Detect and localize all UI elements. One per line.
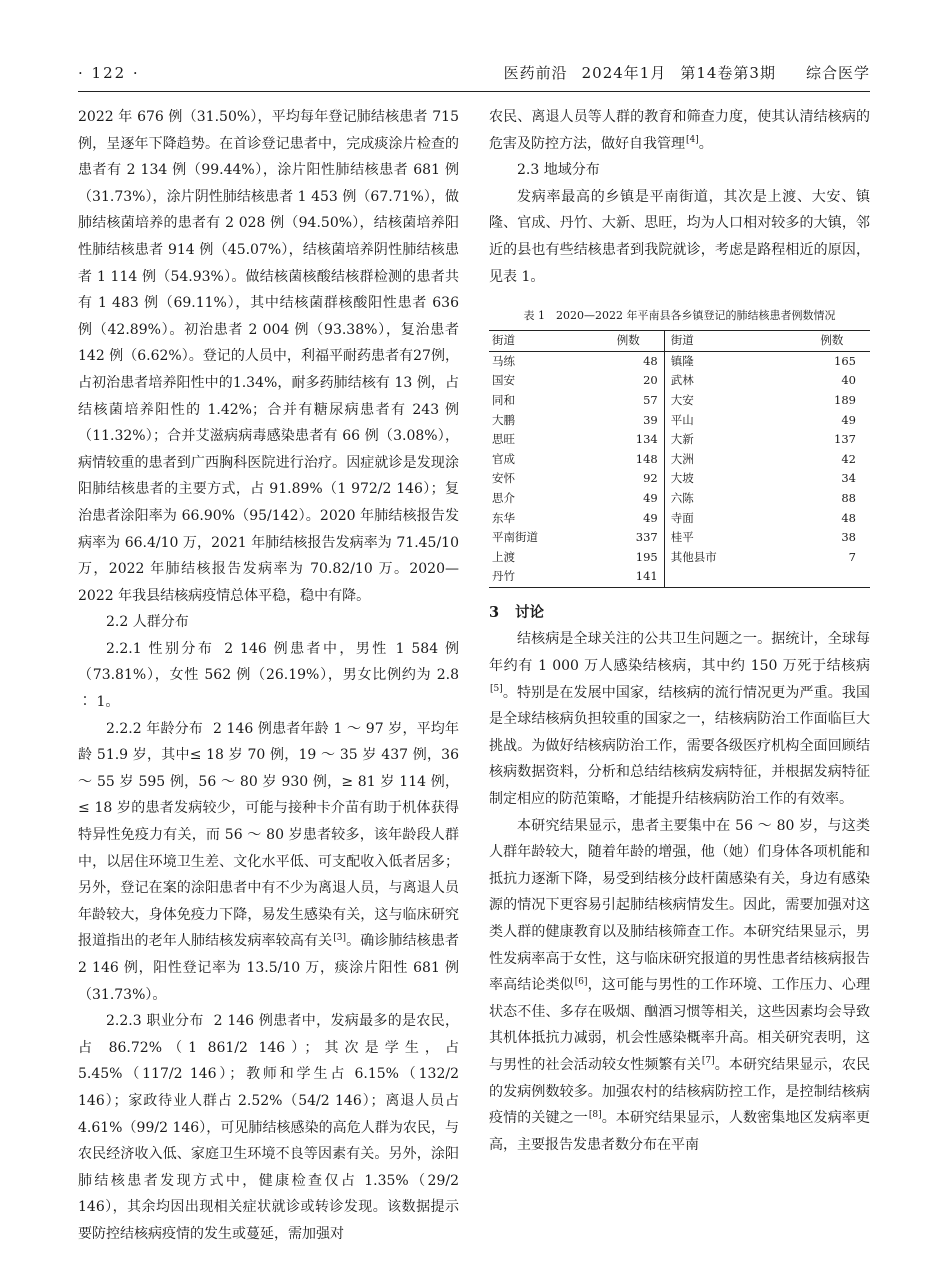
table-cell: 平山 xyxy=(664,411,794,431)
paragraph-incidence: 2022 年 676 例（31.50%），平均每年登记肺结核患者 715 例，呈逐年下降趋势。在首诊登记患者中，完成痰涂片检查的患者有 2 134 例（99.44%），涂片阳性肺结核患者 681 例（31.73%），涂片阴性肺结核患者 1 453 例（67.71%），做肺结核菌培养的患者有 2 028 例（94.50%），结核菌培养阳性肺结核患者 914 例（45.07%），结核菌培养阴性肺结核患者 1 114 例（54.93%）。做结核菌核酸结核群检测的患者共有 1 483 例（69.11%），其中结核菌群核酸阳性患者 636 例（42.89%）。初治患者 2 004 例（93.38%），复治患者 142 例（6.62%）。登记的人员中，利福平耐药患者有27例，占初治患者培养阳性中的1.34%，耐多药肺结核有 13 例，占结核菌培养阳性的 1.42%；合并有糖尿病患者有 243 例（11.32%）；合并艾滋病病毒感染患者有 66 例（3.08%），病情较重的患者到广西胸科医院进行治疗。因症就诊是发现涂阳肺结核患者的主要方式，占 91.89%（1 972/2 146）；复治患者涂阳率为 66.90%（95/142）。2020 年肺结核报告发病率为 66.4/10 万，2021 年肺结核报告发病率为 71.45/10 万，2022 年肺结核报告发病率为 70.82/10 万。2020—2022 年我县结核病疫情总体平稳，稳中有降。 xyxy=(78,109,459,604)
table-cell: 134 xyxy=(635,432,658,447)
table-cell: 195 xyxy=(635,549,658,564)
table-cell: 安怀 xyxy=(492,471,515,486)
citation-7: [7] xyxy=(701,1056,715,1067)
table-cell: 丹竹 xyxy=(492,569,515,584)
table-cell: 同和 xyxy=(492,392,515,407)
heading-3-title: 讨论 xyxy=(515,603,544,621)
text-2-2-2: 2 146 例患者年龄 1 ～ 97 岁，平均年龄 51.9 岁，其中≤ 18 岁 70 例，19 ～ 35 岁 437 例，36 ～ 55 岁 595 例，56 ～ 80 岁 930 例，≥ 81 岁 114 例，≤ 18 岁的患者发病较少，可能与接种卡介苗有助于机体获得特异性免疫力有关，而 56 ～ 80 岁患者较多，该年龄段人群中，以居住环境卫生差、文化水平低、可支配收入低者居多；另外，登记在案的涂阳患者中有不少为离退人员，与离退人员年龄较大，身体免疫力下降，易发生感染有关，这与临床研究报道指出的老年人肺结核发病率较高有关 xyxy=(78,720,459,950)
table-cell: 六陈 xyxy=(664,489,794,509)
table-cell: 平南街道 xyxy=(492,530,538,545)
table-cell: 49 xyxy=(841,412,856,427)
table-cell: 大新 xyxy=(664,430,794,450)
table-cell: 东华 xyxy=(492,510,515,525)
table-row xyxy=(489,548,870,568)
table-cell: 寺面 xyxy=(664,509,794,529)
issue-date: 2024年1月 xyxy=(581,64,667,82)
table-1 xyxy=(489,330,870,588)
right-column xyxy=(489,104,870,1158)
table-cell: 大鹏 xyxy=(492,412,515,427)
table-cell xyxy=(794,567,870,587)
table-cell: 165 xyxy=(834,353,856,368)
table-cell: 其他县市 xyxy=(664,548,794,568)
paragraph-continued xyxy=(489,104,870,157)
citation-3: [3] xyxy=(333,932,346,943)
citation-8: [8] xyxy=(588,1109,602,1120)
table-header-cell: 例数 xyxy=(616,333,640,348)
heading-2-3: 2.3 地域分布 xyxy=(517,162,600,179)
table-cell: 官成 xyxy=(492,451,515,466)
table-row xyxy=(489,509,870,529)
discussion-text: ，这可能与男性的工作环境、工作压力、心理状态不佳、多存在吸烟、酗酒习惯等相关，这些因素均会导致其机体抵抗力减弱，机会性感染概率升高。相关研究表明，这与男性的社会活动较女性频繁有关 xyxy=(489,977,870,1073)
heading-2-2: 2.2 人群分布 xyxy=(106,614,189,631)
table-cell: 39 xyxy=(643,412,658,427)
section-name: 综合医学 xyxy=(805,64,870,82)
table-row xyxy=(489,469,870,489)
text-continued: 农民、离退人员等人群的教育和筛查力度，使其认清结核病的危害及防控方法，做好自我管理 xyxy=(489,109,870,152)
table-cell: 141 xyxy=(635,569,658,584)
table-cell: 大安 xyxy=(664,391,794,411)
table-cell: 337 xyxy=(635,530,658,545)
table-row xyxy=(489,391,870,411)
table-header-cell: 街道 xyxy=(492,333,515,348)
section-2-2-1 xyxy=(78,636,459,716)
heading-3-number: 3 xyxy=(489,603,500,621)
table-header-cell: 街道 xyxy=(664,331,794,352)
text-continued-tail: 。 xyxy=(698,135,713,152)
table-cell: 40 xyxy=(841,373,856,388)
table-cell: 57 xyxy=(643,392,658,407)
table-cell: 34 xyxy=(841,471,856,486)
table-cell: 42 xyxy=(841,451,856,466)
table-cell: 镇隆 xyxy=(664,351,794,371)
text-2-2-3: 2 146 例患者中，发病最多的是农民，占 86.72%（1 861/2 146）；其次是学生，占 5.45%（117/2 146）；教师和学生占 6.15%（132/2 146）；家政待业人群占 2.52%（54/2 146）；离退人员占 4.61%（99/2 146），可见肺结核感染的高危人群为农民，与农民经济收入低、家庭卫生环境不良等因素有关。另外，涂阳肺结核患者发现方式中，健康检查仅占 1.35%（29/2 146），其余均因出现相关症状就诊或转诊发现。该数据提示要防控结核病疫情的发生或蔓延，需加强对 xyxy=(78,1013,459,1242)
spacer xyxy=(489,588,870,600)
table-cell: 137 xyxy=(834,432,856,447)
table-cell: 桂平 xyxy=(664,528,794,548)
table-cell: 思旺 xyxy=(492,432,515,447)
table-cell: 148 xyxy=(635,451,658,466)
table-cell: 国安 xyxy=(492,373,515,388)
table-cell: 上渡 xyxy=(492,549,515,564)
table-cell: 48 xyxy=(841,510,856,525)
table-header-cell: 例数 xyxy=(820,333,844,348)
table-cell: 20 xyxy=(643,373,658,388)
table-cell: 189 xyxy=(834,392,856,407)
table-cell: 思介 xyxy=(492,490,515,505)
table-row xyxy=(489,450,870,470)
discussion-paragraph-2 xyxy=(489,813,870,1159)
table-row xyxy=(489,351,870,371)
table-cell: 马练 xyxy=(492,353,515,368)
heading-3 xyxy=(489,600,870,627)
discussion-text: 结核病是全球关注的公共卫生问题之一。据统计，全球每年约有 1 000 万人感染结核病，其中约 150 万死于结核病 xyxy=(489,631,870,675)
journal-name: 医药前沿 xyxy=(503,64,568,82)
table-cell: 大洲 xyxy=(664,450,794,470)
discussion-paragraph-1 xyxy=(489,626,870,812)
table-cell: 48 xyxy=(643,353,658,368)
subheading-2-2-1: 2.2.1 性别分布 xyxy=(106,640,215,657)
citation-6: [6] xyxy=(574,976,588,987)
table-cell: 38 xyxy=(841,530,856,545)
table-row xyxy=(489,489,870,509)
table-row xyxy=(489,528,870,548)
discussion-text: 。本研究结果显示，农民的发病例数较多。加强农村的结核病防控工作，是控制结核病疫情的关键之一 xyxy=(489,1056,870,1127)
table-cell: 49 xyxy=(643,490,658,505)
text-2-2-1: 2 146 例患者中，男性 1 584 例（73.81%），女性 562 例（26.19%），男女比例约为 2.8 ∶ 1。 xyxy=(78,640,460,711)
header-rule xyxy=(78,91,870,92)
table-cell: 武林 xyxy=(664,371,794,391)
subheading-2-2-3: 2.2.3 职业分布 xyxy=(106,1013,204,1030)
journal-info xyxy=(490,62,870,83)
table-cell: 7 xyxy=(848,549,856,564)
table-row xyxy=(489,411,870,431)
page-number: · 122 · xyxy=(78,64,140,82)
discussion-text: 。特别是在发展中国家，结核病的流行情况更为严重。我国是全球结核病负担较重的国家之一，结核病防治工作面临巨大挑战。为做好结核病防治工作，需要各级医疗机构全面回顾结核病数据资料，分析和总结结核病发病特征，并根据发病特征制定相应的防范策略，才能提升结核病防治工作的有效率。 xyxy=(489,684,870,808)
subheading-2-2-2: 2.2.2 年龄分布 xyxy=(106,720,203,737)
table-cell: 大坡 xyxy=(664,469,794,489)
table-row xyxy=(489,371,870,391)
discussion-text: 本研究结果显示，患者主要集中在 56 ～ 80 岁，与这类人群年龄较大，随着年龄的增强，他（她）们身体各项机能和抵抗力逐渐下降，易受到结核分歧杆菌感染有关，身边有感染源的情况下更容易引起肺结核病情发生。因此，需要加强对这类人群的健康教育以及肺结核筛查工作。本研究结果显示，男性发病率高于女性，这与临床研究报道的男性患者结核病报告率高结论类似 xyxy=(489,817,870,994)
table-row xyxy=(489,430,870,450)
volume-issue: 第14卷第3期 xyxy=(680,64,776,82)
section-2-2-3 xyxy=(78,1008,459,1247)
citation-5: [5] xyxy=(490,684,503,694)
page-header xyxy=(78,58,870,88)
section-2-2-2 xyxy=(78,716,459,1009)
table-caption: 表 1 2020—2022 年平南县各乡镇登记的肺结核患者例数情况 xyxy=(523,309,836,323)
table-cell: 92 xyxy=(643,471,658,486)
citation-4: [4] xyxy=(686,134,699,145)
discussion-text: 。本研究结果显示，人数密集地区发病率更高，主要报告发患者数分布在平南 xyxy=(489,1110,870,1153)
text-2-2-2-tail: 。确诊肺结核患者 2 146 例，阳性登记率为 13.5/10 万，痰涂片阳性 681 例（31.73%）。 xyxy=(78,933,459,1003)
table-row xyxy=(489,567,870,587)
left-column xyxy=(78,104,459,1248)
table-cell: 88 xyxy=(841,490,856,505)
table-cell: 49 xyxy=(643,510,658,525)
paragraph-regional: 发病率最高的乡镇是平南街道，其次是上渡、大安、镇隆、官成、丹竹、大新、思旺，均为人口相对较多的大镇，邻近的县也有些结核患者到我院就诊，考虑是路程相近的原因，见表 1。 xyxy=(489,188,870,285)
table-cell xyxy=(664,567,794,587)
table-header-row xyxy=(489,331,870,352)
